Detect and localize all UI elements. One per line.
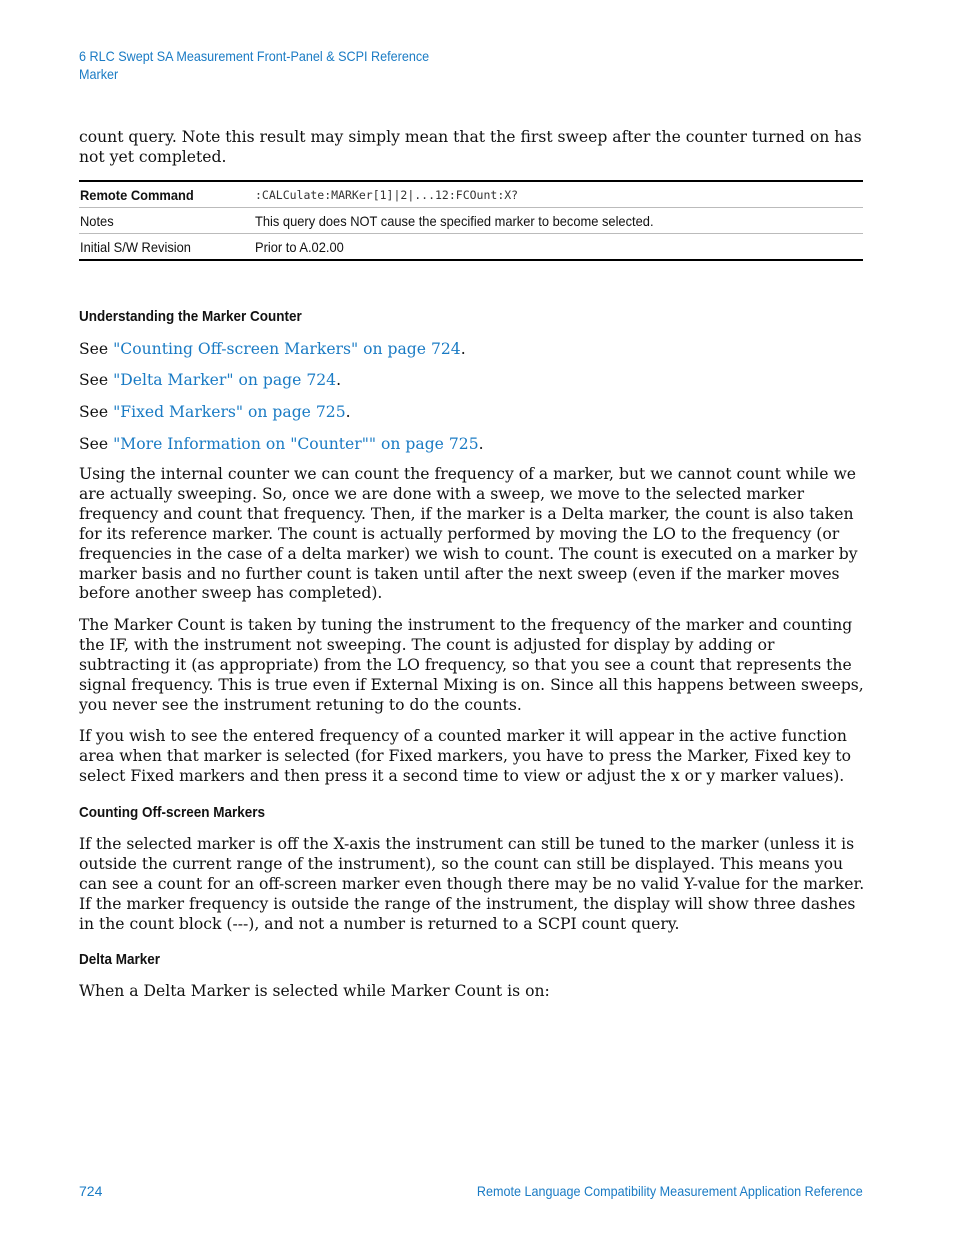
remote-command-table — [79, 180, 863, 261]
section-title: Marker — [79, 66, 119, 82]
paragraph-text: If the selected marker is off the X-axis the instrument can still be tuned to the marker (unless it is outside the current range of the instrument), so the count can still be displayed. This means you can see a count for an off-screen marker even though there may be no valid Y-value for the marker. If the marker frequency is outside the range of the instrument, the display will show three dashes in the count block (---), and not a number is returned to a SCPI count query. — [79, 835, 865, 933]
intro-paragraph: count query. Note this result may simply mean that the first sweep after the counter turned on has not yet completed. — [79, 128, 862, 166]
link-more-info-counter[interactable]: "More Information on "Counter"" on page 725 — [113, 435, 479, 453]
link-fixed-markers[interactable]: "Fixed Markers" on page 725 — [113, 403, 346, 421]
see-line: See "Delta Marker" on page 724. — [79, 371, 342, 389]
table-value-cell — [254, 208, 863, 234]
paragraph-text: When a Delta Marker is selected while Marker Count is on: — [79, 982, 550, 1000]
link-delta-marker[interactable]: "Delta Marker" on page 724 — [113, 371, 337, 389]
notes-value: This query does NOT cause the specified marker to become selected. — [255, 212, 654, 229]
table-label-cell — [79, 208, 254, 234]
see-line: See "Counting Off-screen Markers" on page 724. — [79, 340, 466, 358]
section-heading-delta: Delta Marker — [79, 951, 161, 968]
see-word: See — [79, 340, 109, 358]
link-counting-offscreen[interactable]: "Counting Off-screen Markers" on page 724 — [113, 340, 461, 358]
table-value-cell — [254, 234, 863, 261]
revision-label: Initial S/W Revision — [80, 238, 191, 255]
section-heading-understanding: Understanding the Marker Counter — [79, 308, 302, 325]
table-row — [79, 208, 863, 234]
see-line: See "Fixed Markers" on page 725. — [79, 403, 351, 421]
see-word: See — [79, 403, 109, 421]
see-word: See — [79, 371, 109, 389]
paragraph-text: Using the internal counter we can count the frequency of a marker, but we cannot count while we are actually sweeping. So, once we are done with a sweep, we move to the selected marker frequency and count that frequency. Then, if the marker is a Delta marker, the count is also taken for its reference marker. The count is actually performed by moving the LO to the frequency (or frequencies in the case of a delta marker) we wish to count. The count is executed on a marker by marker basis and no further count is taken until after the next sweep (even if the marker moves before another sweep has completed). — [79, 465, 858, 603]
paragraph-delta — [79, 982, 865, 1002]
paragraph-offscreen — [79, 835, 865, 935]
table-row — [79, 234, 863, 261]
paragraph-text: The Marker Count is taken by tuning the instrument to the frequency of the marker and counting the IF, with the instrument not sweeping. The count is adjusted for display by adding or subtracting it (as appropriate) from the LO frequency, so that you see a count that represents the signal frequency. This is true even if External Mixing is on. Since all this happens between sweeps, you never see the instrument retuning to do the counts. — [79, 616, 864, 714]
chapter-title: 6 RLC Swept SA Measurement Front-Panel & SCPI Reference — [79, 48, 430, 64]
see-line: See "More Information on "Counter"" on page 725. — [79, 435, 484, 453]
page-number: 724 — [79, 1183, 103, 1199]
remote-command-value: :CALCulate:MARKer[1]|2|...12:FCOunt:X? — [254, 181, 863, 208]
revision-value: Prior to A.02.00 — [255, 238, 344, 255]
notes-label: Notes — [80, 212, 114, 229]
running-header — [79, 47, 429, 83]
remote-command-label: Remote Command — [80, 186, 194, 203]
see-word: See — [79, 435, 109, 453]
table-row — [79, 181, 863, 208]
section-heading-offscreen: Counting Off-screen Markers — [79, 804, 266, 821]
table-label-cell — [79, 234, 254, 261]
paragraph-text: If you wish to see the entered frequency of a counted marker it will appear in the active function area when that marker is selected (for Fixed markers, you have to press the Marker, Fixed key to select Fixed markers and then press it a second time to view or adjust the x or y marker values). — [79, 727, 852, 785]
table-label-cell — [79, 181, 254, 208]
paragraph-marker-count — [79, 616, 865, 716]
paragraph-internal-counter — [79, 465, 865, 604]
footer-title: Remote Language Compatibility Measurement Application Reference — [477, 1183, 863, 1199]
paragraph-entered-frequency — [79, 727, 865, 787]
